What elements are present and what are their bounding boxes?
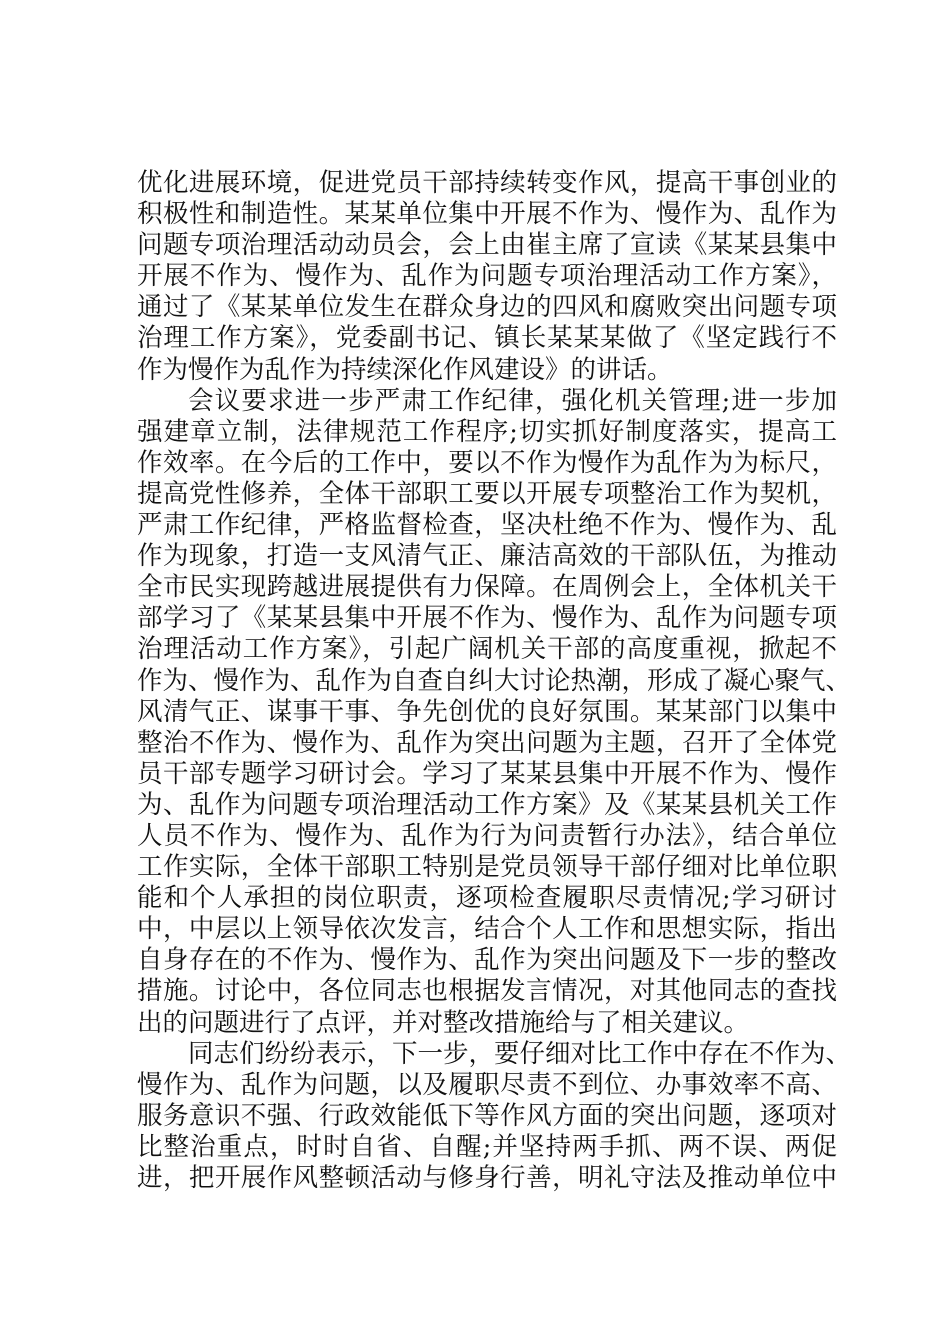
text-line: 慢作为、乱作为问题，以及履职尽责不到位、办事效率不高、	[137, 1069, 837, 1100]
text-line: 服务意识不强、行政效能低下等作风方面的突出问题，逐项对	[137, 1100, 837, 1131]
text-line: 措施。讨论中，各位同志也根据发言情况，对其他同志的查找	[137, 976, 837, 1007]
text-line: 作为、慢作为、乱作为自查自纠大讨论热潮，形成了凝心聚气、	[137, 665, 852, 696]
text-line: 提高党性修养，全体干部职工要以开展专项整治工作为契机，	[137, 478, 837, 509]
text-line: 工作实际，全体干部职工特别是党员领导干部仔细对比单位职	[137, 852, 837, 883]
text-line: 作为慢作为乱作为持续深化作风建设》的讲话。	[137, 354, 673, 385]
text-line: 同志们纷纷表示，下一步，要仔细对比工作中存在不作为、	[188, 1038, 852, 1069]
text-line: 开展不作为、慢作为、乱作为问题专项治理活动工作方案》，	[137, 261, 837, 292]
text-line: 比整治重点，时时自省、自醒;并坚持两手抓、两不误、两促	[137, 1131, 837, 1162]
text-line: 通过了《某某单位发生在群众身边的四风和腐败突出问题专项	[137, 292, 837, 323]
body-text	[137, 168, 852, 1194]
text-line: 部学习了《某某县集中开展不作为、慢作为、乱作为问题专项	[137, 603, 837, 634]
text-line: 能和个人承担的岗位职责，逐项检查履职尽责情况;学习研讨	[137, 883, 837, 914]
text-line: 强建章立制，法律规范工作程序;切实抓好制度落实，提高工	[137, 416, 837, 447]
text-line: 治理活动工作方案》，引起广阔机关干部的高度重视，掀起不	[137, 634, 837, 665]
text-line: 自身存在的不作为、慢作为、乱作为突出问题及下一步的整改	[137, 945, 837, 976]
text-line: 整治不作为、慢作为、乱作为突出问题为主题，召开了全体党	[137, 727, 837, 758]
text-line: 作为现象，打造一支风清气正、廉洁高效的干部队伍，为推动	[137, 541, 837, 572]
text-line: 员干部专题学习研讨会。学习了某某县集中开展不作为、慢作	[137, 758, 837, 789]
text-line: 治理工作方案》，党委副书记、镇长某某某做了《坚定践行不	[137, 323, 837, 354]
text-line: 全市民实现跨越进展提供有力保障。在周例会上，全体机关干	[137, 572, 837, 603]
text-line: 风清气正、谋事干事、争先创优的良好氛围。某某部门以集中	[137, 696, 837, 727]
text-line: 优化进展环境，促进党员干部持续转变作风，提高干事创业的	[137, 168, 837, 198]
text-line: 积极性和制造性。某某单位集中开展不作为、慢作为、乱作为	[137, 199, 837, 230]
text-line: 进，把开展作风整顿活动与修身行善，明礼守法及推动单位中	[137, 1163, 837, 1193]
text-line: 人员不作为、慢作为、乱作为行为问责暂行办法》，结合单位	[137, 820, 837, 851]
text-line: 问题专项治理活动动员会，会上由崔主席了宣读《某某县集中	[137, 230, 837, 261]
text-line: 为、乱作为问题专项治理活动工作方案》及《某某县机关工作	[137, 789, 837, 820]
text-line: 严肃工作纪律，严格监督检查，坚决杜绝不作为、慢作为、乱	[137, 510, 837, 541]
text-line: 出的问题进行了点评，并对整改措施给与了相关建议。	[137, 1007, 750, 1038]
text-line: 作效率。在今后的工作中，要以不作为慢作为乱作为为标尺，	[137, 447, 837, 478]
text-line: 会议要求进一步严肃工作纪律，强化机关管理;进一步加	[188, 385, 837, 416]
text-line: 中，中层以上领导依次发言，结合个人工作和思想实际，指出	[137, 914, 837, 945]
